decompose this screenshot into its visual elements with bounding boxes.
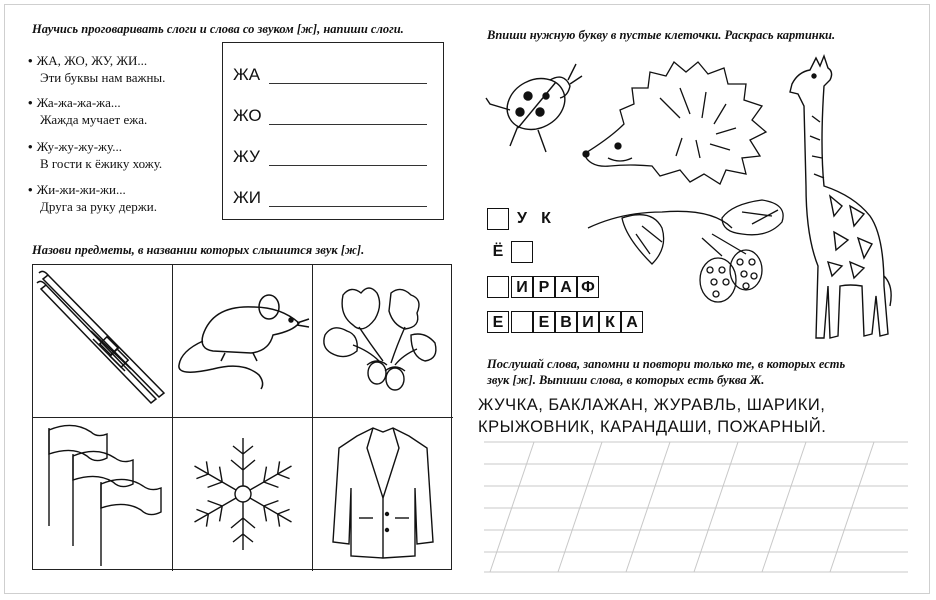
verse-4-line-2: Друга за руку держи. <box>40 199 157 214</box>
syllable-zhi-line[interactable] <box>269 206 427 207</box>
hedgehog-icon <box>580 58 770 188</box>
word-4-letter-2[interactable] <box>511 311 533 333</box>
verse-2-line-1: Жа-жа-жа-жа... <box>36 95 121 110</box>
task-1-instruction: Научись проговаривать слоги и слова со звуком [ж], напиши слоги. <box>32 22 404 36</box>
word-2-letter-1: Ё <box>492 243 504 260</box>
word-4-letter-6: К <box>599 311 621 333</box>
word-4-letter-7: А <box>621 311 643 333</box>
verse-3-line-1: Жу-жу-жу-жу... <box>36 139 122 154</box>
word-list-line-1: ЖУЧКА, БАКЛАЖАН, ЖУРАВЛЬ, ШАРИКИ, <box>478 396 826 414</box>
syllable-zho: ЖО <box>233 106 262 125</box>
word-3-letter-1[interactable] <box>487 276 509 298</box>
word-3-letter-5: Ф <box>577 276 599 298</box>
picture-cell-mouse[interactable] <box>173 265 313 418</box>
verse-4: • Жи-жи-жи-жи... Друга за руку держи. <box>28 182 157 214</box>
syllable-zhu: ЖУ <box>233 147 260 166</box>
syllable-zha: ЖА <box>233 65 261 84</box>
jacket-icon <box>313 418 453 571</box>
flags-icon <box>33 418 173 571</box>
verse-1: • ЖА, ЖО, ЖУ, ЖИ... Эти буквы нам важны. <box>28 53 166 85</box>
verse-4-line-1: Жи-жи-жи-жи... <box>36 182 126 197</box>
word-1-letter-2: У <box>517 210 527 227</box>
word-list-line-2: КРЫЖОВНИК, КАРАНДАШИ, ПОЖАРНЫЙ. <box>478 418 827 436</box>
verse-2-line-2: Жажда мучает ежа. <box>40 112 148 127</box>
giraffe-icon <box>784 46 904 346</box>
picture-cell-skis[interactable] <box>33 265 173 418</box>
mouse-icon <box>173 265 313 418</box>
verse-1-line-2: Эти буквы нам важны. <box>40 70 166 85</box>
task-4-instruction <box>487 356 845 388</box>
picture-cell-oak-branch[interactable] <box>313 265 453 418</box>
verse-1-line-1: ЖА, ЖО, ЖУ, ЖИ... <box>36 53 148 68</box>
syllable-zha-line[interactable] <box>269 83 427 84</box>
verse-3: • Жу-жу-жу-жу... В гости к ёжику хожу. <box>28 139 163 171</box>
raspberry-icon <box>582 198 792 308</box>
ladybug-icon <box>484 46 584 158</box>
verse-3-line-2: В гости к ёжику хожу. <box>40 156 163 171</box>
syllable-zho-line[interactable] <box>269 124 427 125</box>
word-1-letter-3: К <box>541 210 551 227</box>
verse-2: • Жа-жа-жа-жа... Жажда мучает ежа. <box>28 95 148 127</box>
syllable-writing-box <box>222 42 444 220</box>
picture-cell-flags[interactable] <box>33 418 173 571</box>
word-3-letter-2: И <box>511 276 533 298</box>
syllable-zhu-line[interactable] <box>269 165 427 166</box>
picture-cell-jacket[interactable] <box>313 418 453 571</box>
task-2-instruction: Назови предметы, в названии которых слышится звук [ж]. <box>32 243 365 257</box>
task-3-instruction: Впиши нужную букву в пустые клеточки. Раскрась картинки. <box>487 28 836 42</box>
task-4-line-2: звук [ж]. Выпиши слова, в которых есть буква Ж. <box>487 373 765 387</box>
snowflake-icon <box>173 418 313 571</box>
word-1-letter-1[interactable] <box>487 208 509 230</box>
word-list <box>478 394 826 438</box>
syllable-zhi: ЖИ <box>233 188 261 207</box>
oak-branch-icon <box>313 265 453 418</box>
word-4-letter-3: Е <box>533 311 555 333</box>
skis-icon <box>33 265 173 418</box>
word-4-letter-5: И <box>577 311 599 333</box>
word-3-letter-4: А <box>555 276 577 298</box>
word-2-letter-2[interactable] <box>511 241 533 263</box>
task-4-line-1: Послушай слова, запомни и повтори только те, в которых есть <box>487 357 846 371</box>
picture-cell-snowflake[interactable] <box>173 418 313 571</box>
word-4-letter-4: В <box>555 311 577 333</box>
picture-grid <box>32 264 452 570</box>
handwriting-lines[interactable] <box>484 438 908 574</box>
word-4-letter-1: Е <box>487 311 509 333</box>
word-3-letter-3: Р <box>533 276 555 298</box>
